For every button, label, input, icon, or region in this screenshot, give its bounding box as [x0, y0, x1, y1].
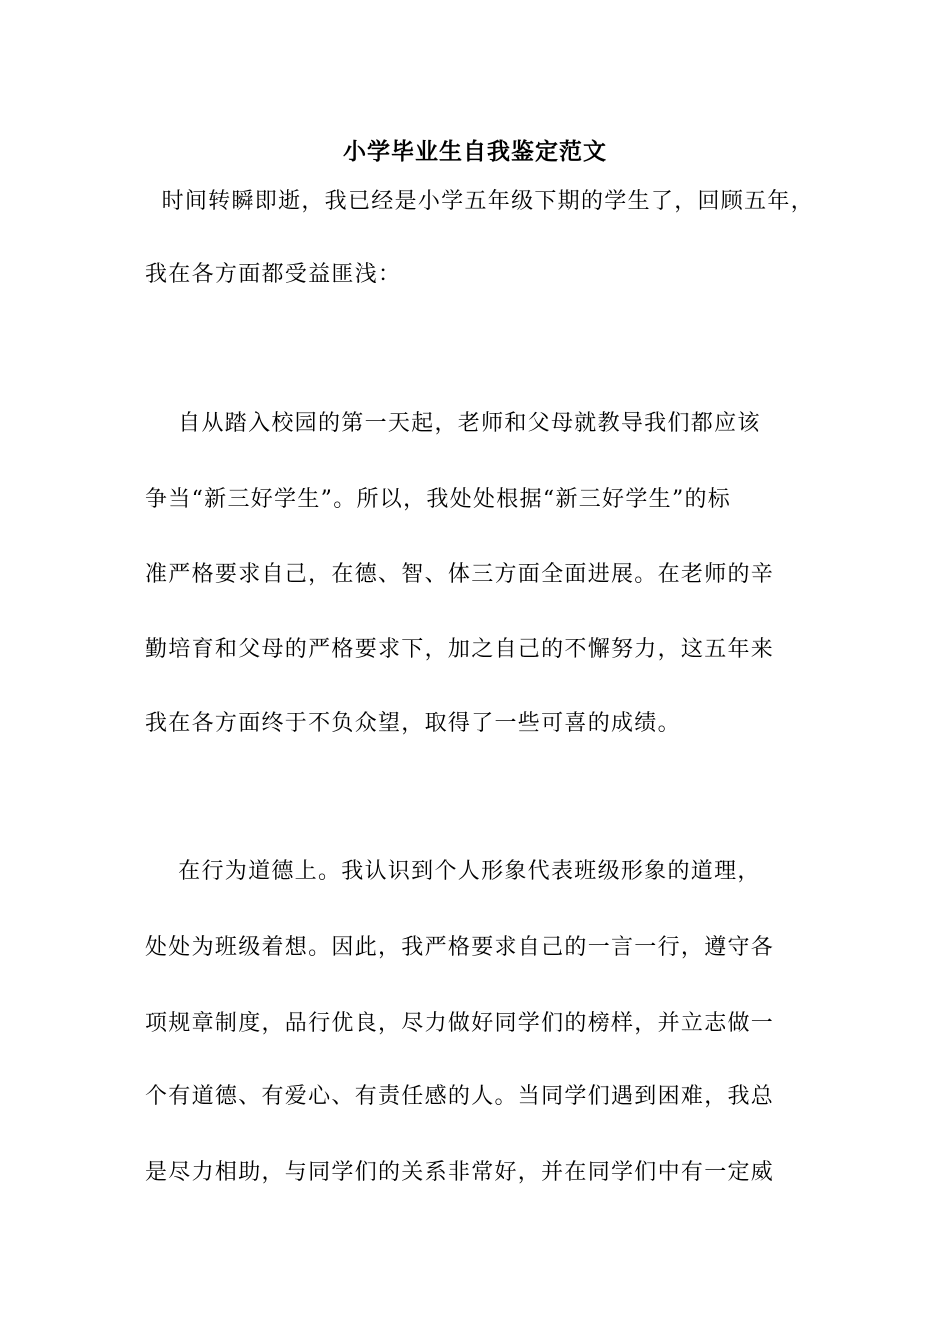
paragraph-2-line-1: 自从踏入校园的第一天起，老师和父母就教导我们都应该 — [145, 411, 761, 436]
paragraph-3-line-4: 个有道德、有爱心、有责任感的人。当同学们遇到困难，我总 — [145, 1084, 775, 1109]
paragraph-2-line-3: 准严格要求自己，在德、智、体三方面全面进展。在老师的辛 — [145, 562, 775, 587]
paragraph-3-line-1: 在行为道德上。我认识到个人形象代表班级形象的道理， — [145, 859, 761, 884]
paragraph-3-line-2: 处处为班级着想。因此，我严格要求自己的一言一行，遵守各 — [145, 935, 775, 960]
paragraph-2-line-4: 勤培育和父母的严格要求下，加之自己的不懈努力，这五年来 — [145, 637, 775, 662]
paragraph-1-line-2: 我在各方面都受益匪浅： — [145, 262, 402, 287]
paragraph-3-line-5: 是尽力相助，与同学们的关系非常好，并在同学们中有一定威 — [145, 1160, 775, 1185]
paragraph-3-line-3: 项规章制度，品行优良，尽力做好同学们的榜样，并立志做一 — [145, 1011, 775, 1036]
paragraph-1-line-1: 时间转瞬即逝，我已经是小学五年级下期的学生了，回顾五年， — [145, 189, 814, 214]
paragraph-2-line-5: 我在各方面终于不负众望，取得了一些可喜的成绩。 — [145, 711, 681, 736]
document-title: 小学毕业生自我鉴定范文 — [343, 138, 607, 165]
paragraph-2-line-2: 争当“新三好学生”。所以，我处处根据“新三好学生”的标 — [145, 487, 732, 512]
